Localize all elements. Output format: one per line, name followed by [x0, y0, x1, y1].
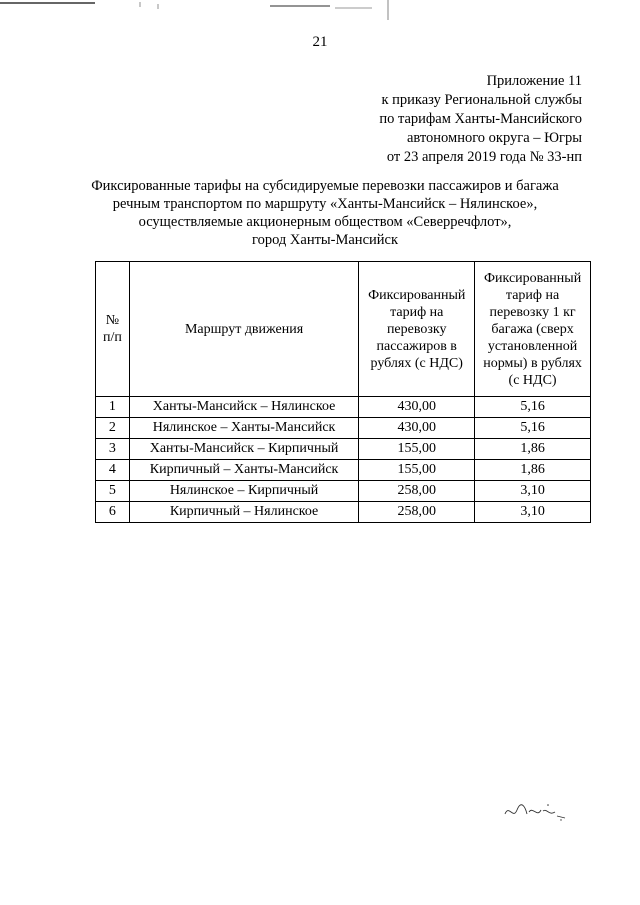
table-row: [96, 502, 591, 523]
title-line: город Ханты-Мансийск: [251, 232, 399, 248]
header-route: Маршрут движения: [129, 262, 359, 397]
table-row: [96, 460, 591, 481]
cell-passenger-tariff: 155,00: [359, 439, 475, 460]
appendix-line: к приказу Региональной службы: [381, 92, 582, 108]
table-row: [96, 439, 591, 460]
cell-baggage-tariff: 5,16: [475, 397, 591, 418]
cell-number: 4: [96, 460, 130, 481]
appendix-line: Приложение 11: [486, 73, 582, 89]
cell-passenger-tariff: 258,00: [359, 502, 475, 523]
appendix-line: автономного округа – Югры: [406, 130, 582, 146]
cell-route: Нялинское – Кирпичный: [129, 481, 359, 502]
cell-route: Нялинское – Ханты-Мансийск: [129, 418, 359, 439]
header-passenger-tariff: Фиксированный тариф на перевозку пассажиров в рублях (с НДС): [359, 262, 475, 397]
title-line: Фиксированные тарифы на субсидируемые перевозки пассажиров и багажа: [91, 178, 559, 194]
header-baggage-tariff: Фиксированный тариф на перевозку 1 кг багажа (сверх установленной нормы) в рублях (с НДС): [475, 262, 591, 397]
cell-baggage-tariff: 5,16: [475, 418, 591, 439]
cell-passenger-tariff: 430,00: [359, 418, 475, 439]
cell-route: Ханты-Мансийск – Нялинское: [129, 397, 359, 418]
cell-baggage-tariff: 3,10: [475, 502, 591, 523]
cell-route: Кирпичный – Нялинское: [129, 502, 359, 523]
cell-number: 2: [96, 418, 130, 439]
cell-passenger-tariff: 155,00: [359, 460, 475, 481]
page-number: 21: [312, 34, 328, 50]
cell-baggage-tariff: 1,86: [475, 439, 591, 460]
tariff-table: [95, 261, 591, 523]
scan-artifact-marks: [0, 0, 640, 20]
table-row: [96, 397, 591, 418]
cell-number: 3: [96, 439, 130, 460]
appendix-block: [222, 72, 582, 167]
table-header-row: [96, 262, 591, 397]
table-row: [96, 481, 591, 502]
header-number: № п/п: [96, 262, 130, 397]
cell-baggage-tariff: 3,10: [475, 481, 591, 502]
signature-scribble: [503, 796, 573, 826]
cell-baggage-tariff: 1,86: [475, 460, 591, 481]
appendix-line: от 23 апреля 2019 года № 33-нп: [386, 149, 582, 165]
appendix-line: по тарифам Ханты-Мансийского: [379, 111, 582, 127]
cell-passenger-tariff: 430,00: [359, 397, 475, 418]
cell-passenger-tariff: 258,00: [359, 481, 475, 502]
cell-number: 6: [96, 502, 130, 523]
cell-route: Кирпичный – Ханты-Мансийск: [129, 460, 359, 481]
title-line: осуществляемые акционерным обществом «Северречфлот»,: [138, 214, 512, 230]
document-title: [60, 177, 590, 249]
title-line: речным транспортом по маршруту «Ханты-Мансийск – Нялинское»,: [112, 196, 538, 212]
cell-number: 1: [96, 397, 130, 418]
cell-number: 5: [96, 481, 130, 502]
table-row: [96, 418, 591, 439]
cell-route: Ханты-Мансийск – Кирпичный: [129, 439, 359, 460]
